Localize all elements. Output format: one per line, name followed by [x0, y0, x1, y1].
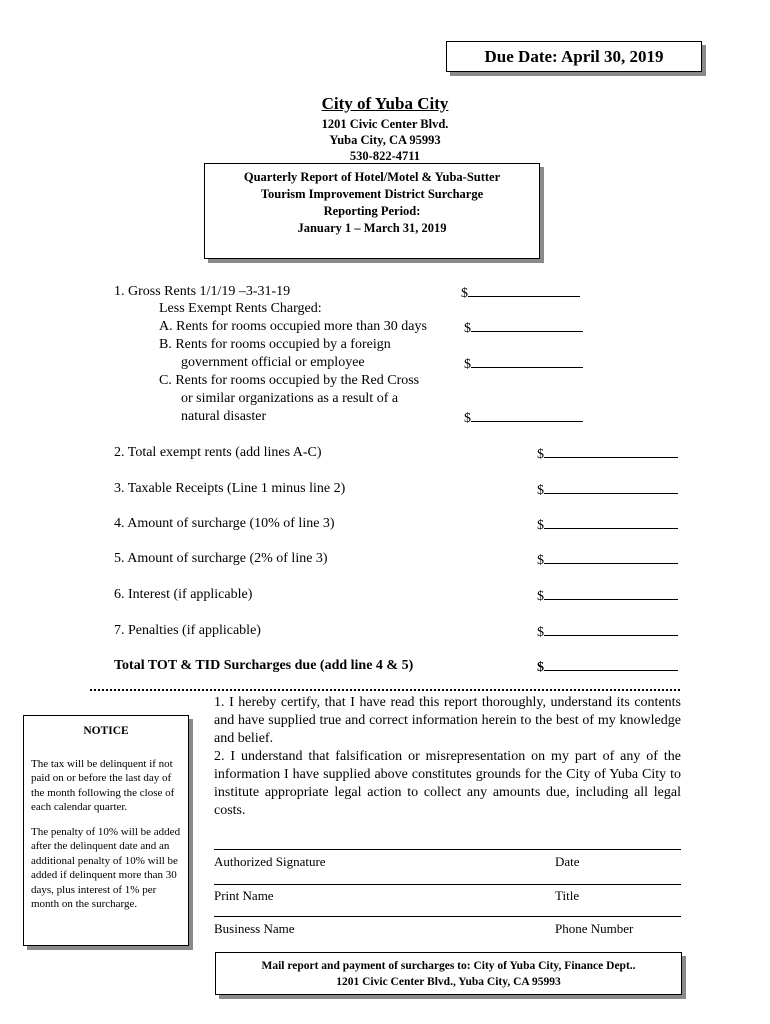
report-title-line1: Quarterly Report of Hotel/Motel & Yuba-Sutter [243, 170, 501, 184]
line-7-label: 7. Penalties (if applicable) [114, 623, 261, 638]
exempt-b-label-1: B. Rents for rooms occupied by a foreign [159, 337, 391, 352]
gross-rents-label: 1. Gross Rents 1/1/19 –3-31-19 [114, 284, 291, 299]
mail-line2: 1201 Civic Center Blvd., Yuba City, CA 95993 [336, 976, 561, 988]
exempt-b-field[interactable]: $ [464, 355, 583, 373]
authorized-signature-label: Authorized Signature [214, 854, 326, 869]
less-exempt-label: Less Exempt Rents Charged: [159, 301, 322, 316]
line-5-label: 5. Amount of surcharge (2% of line 3) [114, 551, 328, 566]
mail-line1: Mail report and payment of surcharges to: City of Yuba City, Finance Dept.. [261, 960, 636, 972]
line-4-field[interactable]: $ [537, 516, 678, 534]
line-6-field[interactable]: $ [537, 587, 678, 605]
certification-text [214, 694, 681, 820]
line-2-field[interactable]: $ [537, 445, 678, 463]
business-name-label: Business Name [214, 921, 295, 936]
phone-number: 530-822-4711 [349, 149, 421, 163]
print-name-label: Print Name [214, 888, 274, 903]
total-label: Total TOT & TID Surcharges due (add line 4 & 5) [114, 658, 414, 673]
reporting-period: January 1 – March 31, 2019 [297, 221, 447, 235]
city-name: City of Yuba City [321, 94, 449, 113]
report-title-line2: Tourism Improvement District Surcharge [260, 187, 484, 201]
certify-paragraph-1: 1. I hereby certify, that I have read this report thoroughly, understand its contents and have supplied true and correct information herein to the best of my knowledge and belief. [214, 695, 681, 746]
dotted-divider [90, 689, 680, 691]
date-label: Date [555, 854, 580, 869]
line-6-label: 6. Interest (if applicable) [114, 587, 253, 602]
reporting-period-label: Reporting Period: [323, 204, 421, 218]
line-4-label: 4. Amount of surcharge (10% of line 3) [114, 516, 335, 531]
notice-heading: NOTICE [83, 725, 129, 737]
exempt-a-field[interactable]: $ [464, 319, 583, 337]
title-label: Title [555, 888, 580, 903]
signature-line[interactable] [214, 849, 681, 850]
line-3-field[interactable]: $ [537, 481, 678, 499]
notice-penalty-text: The penalty of 10% will be added after the delinquent date and an additional penalty of 10% will be added if delinquent more than 30 days, plus interest of 1% per month on the surcharge. [31, 825, 181, 910]
exempt-c-label-1: C. Rents for rooms occupied by the Red Cross [159, 373, 420, 388]
notice-box [23, 715, 189, 946]
line-3-label: 3. Taxable Receipts (Line 1 minus line 2) [114, 481, 346, 496]
exempt-a-label: A. Rents for rooms occupied more than 30 days [159, 319, 427, 334]
line-2-label: 2. Total exempt rents (add lines A-C) [114, 445, 322, 460]
exempt-c-label-2: or similar organizations as a result of a [181, 391, 399, 406]
notice-delinquent-text: The tax will be delinquent if not paid on or before the last day of the month following the close of each calendar quarter. [31, 757, 175, 813]
address-line1: 1201 Civic Center Blvd. [321, 117, 449, 131]
due-date: Due Date: April 30, 2019 [484, 46, 664, 66]
exempt-b-label-2: government official or employee [181, 355, 365, 370]
business-name-line[interactable] [214, 916, 681, 917]
print-name-line[interactable] [214, 884, 681, 885]
address-line2: Yuba City, CA 95993 [329, 133, 441, 147]
line-7-field[interactable]: $ [537, 623, 678, 641]
exempt-c-field[interactable]: $ [464, 409, 583, 427]
gross-rents-field[interactable]: $ [461, 284, 580, 302]
total-field[interactable]: $ [537, 658, 678, 676]
due-date-box [446, 41, 702, 72]
exempt-c-label-3: natural disaster [181, 409, 267, 424]
line-5-field[interactable]: $ [537, 551, 678, 569]
certify-paragraph-2: 2. I understand that falsification or misrepresentation on my part of any of the information I have supplied above constitutes grounds for the City of Yuba City to institute appropriate legal action to collect any amounts due, including all legal costs. [214, 749, 681, 818]
phone-number-label: Phone Number [555, 921, 634, 936]
mail-instructions-box [215, 952, 682, 995]
report-title-box [204, 163, 540, 259]
